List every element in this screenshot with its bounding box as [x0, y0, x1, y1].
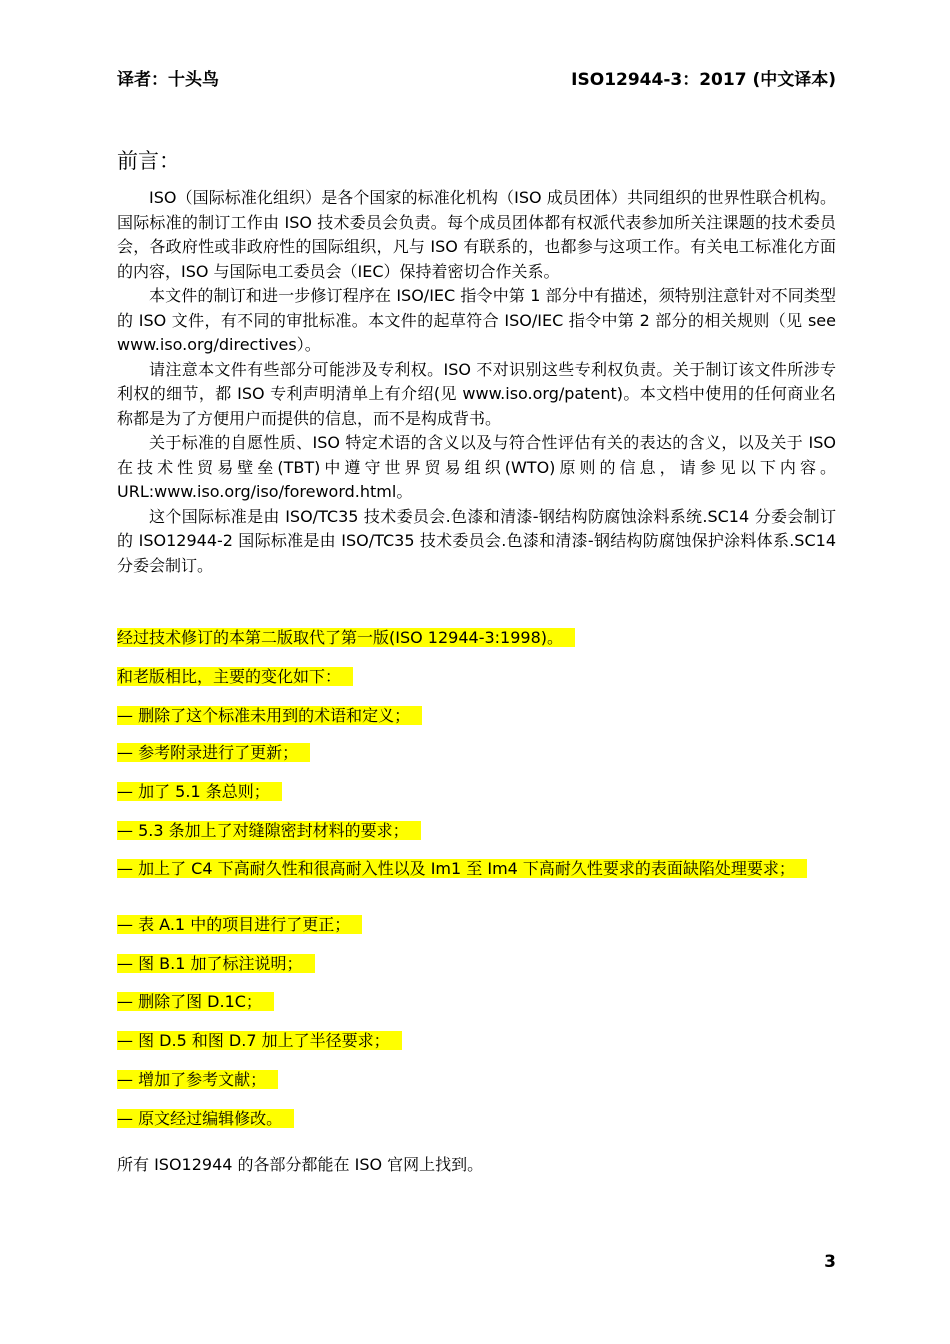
- foreword-paragraph-3: 请注意本文件有些部分可能涉及专利权。ISO 不对识别这些专利权负责。关于制订该文件所涉专利权的细节，都 ISO 专利声明清单上有介绍(见 www.iso.org/patent)。本文档中使用的任何商业名称都是为了方便用户而提供的信息，而不是构成背书。: [117, 359, 836, 428]
- foreword-paragraph-1: ISO（国际标准化组织）是各个国家的标准化机构（ISO 成员团体）共同组织的世界性联合机构。国际标准的制订工作由 ISO 技术委员会负责。每个成员团体都有权派代表参加所关注课题的技术委员会，各政府性或非政府性的国际组织，凡与 ISO 有联系的，也都参与这项工作。有关电工标准化方面的内容，ISO 与国际电工委员会（IEC）保持着密切合作关系。: [117, 188, 836, 281]
- change-item-text: — 加上了 C4 下高耐久性和很高耐入性以及 Im1 至 Im4 下高耐久性要求的表面缺陷处理要求；: [117, 859, 807, 878]
- change-item: [117, 952, 836, 975]
- change-item: [117, 704, 836, 727]
- header-translator: 译者：十头鸟: [117, 70, 219, 90]
- foreword-paragraph-5: 这个国际标准是由 ISO/TC35 技术委员会.色漆和清漆-钢结构防腐蚀涂料系统.SC14 分委会制订的 ISO12944-2 国际标准是由 ISO/TC35 技术委员会.色漆和清漆-钢结构防腐蚀保护涂料体系.SC14 分委会制订。: [117, 506, 836, 575]
- change-item: [117, 1068, 836, 1091]
- header-doc-id: ISO12944-3：2017 (中文译本): [571, 70, 836, 90]
- change-item: [117, 990, 836, 1013]
- change-item-text: — 参考附录进行了更新；: [117, 743, 310, 762]
- change-item: [117, 913, 836, 936]
- change-item: [117, 741, 836, 764]
- edition-note: [117, 626, 836, 649]
- change-item: [117, 1029, 836, 1052]
- change-item-text: — 增加了参考文献；: [117, 1070, 278, 1089]
- change-item-text: — 删除了图 D.1C；: [117, 992, 274, 1011]
- change-item-text: — 图 D.5 和图 D.7 加上了半径要求；: [117, 1031, 402, 1050]
- change-item-text: — 图 B.1 加了标注说明；: [117, 954, 315, 973]
- page-number: 3: [824, 1252, 836, 1272]
- change-item-text: — 表 A.1 中的项目进行了更正；: [117, 915, 362, 934]
- change-item: [117, 780, 836, 803]
- change-item-text: — 原文经过编辑修改。: [117, 1109, 294, 1128]
- edition-note-text: 经过技术修订的本第二版取代了第一版(ISO 12944-3:1998)。: [117, 628, 575, 647]
- change-item: [117, 819, 836, 842]
- foreword-title: 前言：: [117, 149, 180, 173]
- closing-note: 所有 ISO12944 的各部分都能在 ISO 官网上找到。: [117, 1155, 484, 1174]
- foreword-paragraph-2: 本文件的制订和进一步修订程序在 ISO/IEC 指令中第 1 部分中有描述，须特别注意针对不同类型的 ISO 文件，有不同的审批标准。本文件的起草符合 ISO/IEC 指令中第 2 部分的相关规则（见 see www.iso.org/directives）。: [117, 286, 836, 354]
- change-item: [117, 857, 836, 880]
- foreword-body: [117, 186, 836, 578]
- change-item: [117, 1107, 836, 1130]
- change-item-text: — 5.3 条加上了对缝隙密封材料的要求；: [117, 821, 421, 840]
- changes-intro: [117, 665, 836, 688]
- changes-intro-text: 和老版相比，主要的变化如下：: [117, 667, 353, 686]
- change-item-text: — 删除了这个标准未用到的术语和定义；: [117, 706, 422, 725]
- change-item-text: — 加了 5.1 条总则；: [117, 782, 282, 801]
- foreword-paragraph-4: 关于标准的自愿性质、ISO 特定术语的含义以及与符合性评估有关的表达的含义，以及关于 ISO 在技术性贸易壁垒(TBT)中遵守世界贸易组织(WTO)原则的信息，请参见以下内容。URL:www.iso.org/iso/foreword.html。: [117, 433, 836, 501]
